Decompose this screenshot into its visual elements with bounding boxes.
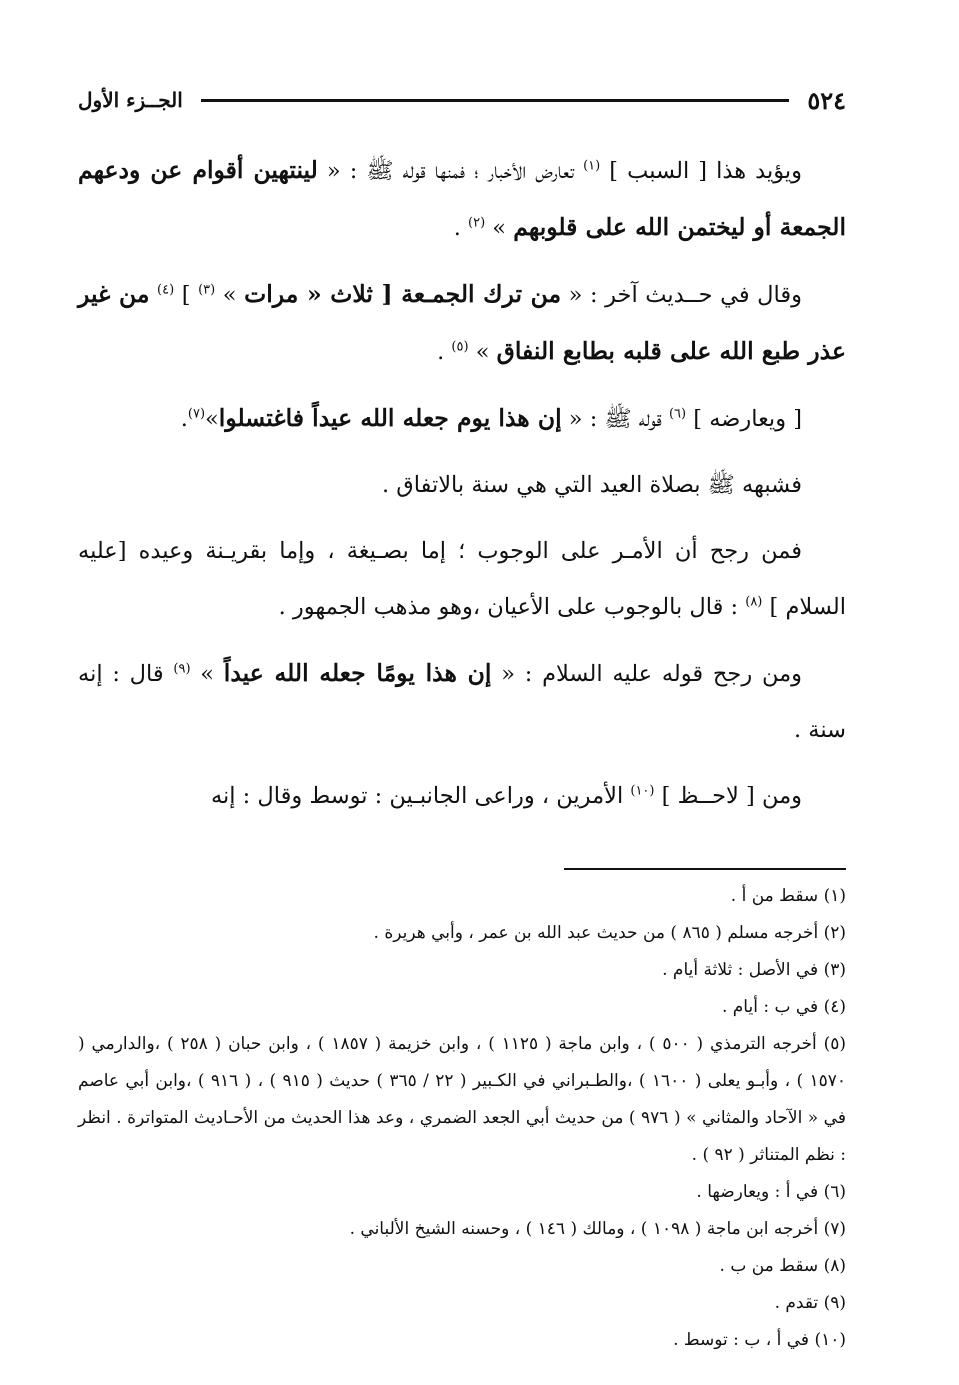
paragraph (78, 266, 846, 380)
text-run: » (205, 406, 219, 432)
footnote-marker: (٩) (173, 661, 191, 677)
body-text (78, 142, 846, 824)
text-run: » (190, 661, 224, 687)
footnote-text: تقدم . (774, 1293, 819, 1313)
hadith-quote: من ترك الجمـعة [ ثلاث « مرات (244, 280, 562, 308)
text-run: . (453, 215, 468, 241)
footnote-text: في الأصل : ثلاثة أيام . (662, 960, 819, 980)
footnote (78, 1322, 846, 1359)
footnote-marker: (٥) (451, 339, 469, 355)
footnote-number: (٤) (823, 997, 846, 1017)
hadith-quote: إن هذا يومًا جعله الله عيداً (223, 659, 492, 687)
paragraph (78, 457, 846, 513)
footnote-text: في أ : ويعارضها . (696, 1182, 819, 1202)
footnotes (78, 878, 846, 1359)
footnote-marker: (٦) (668, 406, 687, 422)
text-run: ويؤيد هذا [ السبب ] (600, 158, 802, 184)
text-run: » (485, 215, 514, 241)
footnote-text: أخرجه الترمذي ( ٥٠٠ ) ، وابن ماجة ( ١١٢٥ ) ، وابن خزيمة ( ١٨٥٧ ) ، وابن حبان ( ٢٥٨ ) ،والدارمي ( ١٥٧٠ ) ، وأبـو يعلى ( ١٦٠٠ ) ،والطـبراني في الكـبير ( ٢٢ / ٣٦٥ ) حديث ( ٩١٥ ) ، ( ٩١٦ ) ،وابن أبي عاصم في « الآحاد والمثاني » ( ٩٧٦ ) من حديث أبي الجعد الضمري ، وعد هذا الحديث من الأحـاديث المتواترة . انظر : نظم المتناثر ( ٩٢ ) . (78, 1034, 846, 1165)
header-rule (201, 99, 789, 102)
paragraph (78, 768, 846, 824)
paragraph (78, 645, 846, 758)
paragraph (78, 390, 846, 447)
volume-title: الجــزء الأول (78, 88, 183, 112)
footnote-marker: (٨) (745, 594, 763, 610)
footnote-number: (٧) (823, 1219, 846, 1239)
footnote-text: سقط من أ . (730, 886, 819, 906)
text-run: قال : إنه سنة . (78, 661, 846, 743)
footnote-marker: (٧) (187, 406, 206, 422)
footnote-marker: (١٠) (630, 783, 655, 799)
text-run: [ ويعارضه ] (686, 406, 802, 432)
text-run (149, 282, 157, 308)
page-header (78, 80, 846, 120)
footnote-text: في أ ، ب : توسط . (673, 1330, 810, 1350)
footnote-number: (٥) (823, 1034, 846, 1054)
footnote (78, 1211, 846, 1248)
text-run: تعارض الأخبار ؛ فمنها قوله ﷺ : « (317, 158, 584, 184)
footnote (78, 989, 846, 1026)
hadith-quote: لينتهين أقوام عن ودعهم الجمعة أو ليختمن الله على قلوبهم (78, 156, 846, 241)
text-run: وقال في حــديث آخر : « (561, 282, 802, 308)
footnote-marker: (٣) (198, 282, 216, 298)
text-run: فمن رجح أن الأمـر على الوجوب ؛ إما بصـيغة ، وإما بقريـنة وعيده [عليه السلام ] (78, 538, 846, 620)
footnote-number: (٢) (823, 923, 846, 943)
text-run: » (215, 282, 245, 308)
footnote-text: أخرجه مسلم ( ٨٦٥ ) من حديث عبد الله بن عمر ، وأبي هريرة . (373, 923, 819, 943)
footnote-number: (٨) (823, 1256, 846, 1276)
text-run: قوله ﷺ : « (561, 406, 669, 432)
hadith-quote: إن هذا يوم جعله الله عيداً فاغتسلوا (218, 404, 562, 432)
footnote-marker: (٤) (157, 282, 175, 298)
footnote (78, 1174, 846, 1211)
footnote (78, 915, 846, 952)
footnote-text: سقط من ب . (719, 1256, 819, 1276)
footnote (78, 1285, 846, 1322)
footnote (78, 1026, 846, 1174)
footnote-marker: (١) (583, 158, 601, 174)
footnote (78, 952, 846, 989)
text-run: الأمرين ، وراعى الجانبـين : توسط وقال : إنه (210, 783, 631, 809)
footnote (78, 878, 846, 915)
footnote (78, 1248, 846, 1285)
footnote-separator (564, 868, 846, 870)
paragraph (78, 523, 846, 635)
text-run: . (180, 406, 188, 432)
text-run: فشبهه ﷺ بصلاة العيد التي هي سنة بالاتفاق . (381, 472, 802, 498)
paragraph (78, 142, 846, 256)
text-run: . (437, 339, 452, 365)
footnote-number: (١) (823, 886, 846, 906)
text-run: ومن رجح قوله عليه السلام : « (491, 661, 802, 687)
footnote-number: (١٠) (814, 1330, 846, 1350)
text-run: : قال بالوجوب على الأعيان ،وهو مذهب الجمهور . (278, 594, 746, 620)
text-run: ] (174, 282, 199, 308)
page-number: ٥٢٤ (807, 85, 846, 115)
text-run: » (468, 339, 497, 365)
footnote-number: (٦) (823, 1182, 846, 1202)
footnote-number: (٩) (823, 1293, 846, 1313)
footnote-text: أخرجه ابن ماجة ( ١٠٩٨ ) ، ومالك ( ١٤٦ ) ، وحسنه الشيخ الألباني . (349, 1219, 819, 1239)
footnote-text: في ب : أيام . (721, 997, 819, 1017)
footnote-number: (٣) (823, 960, 846, 980)
text-run: ومن [ لاحــظ ] (654, 783, 802, 809)
book-page (78, 80, 846, 1359)
footnote-marker: (٢) (468, 215, 486, 231)
hadith-quote: من غير عذر طبع الله على قلبه بطابع النفاق (78, 280, 846, 365)
